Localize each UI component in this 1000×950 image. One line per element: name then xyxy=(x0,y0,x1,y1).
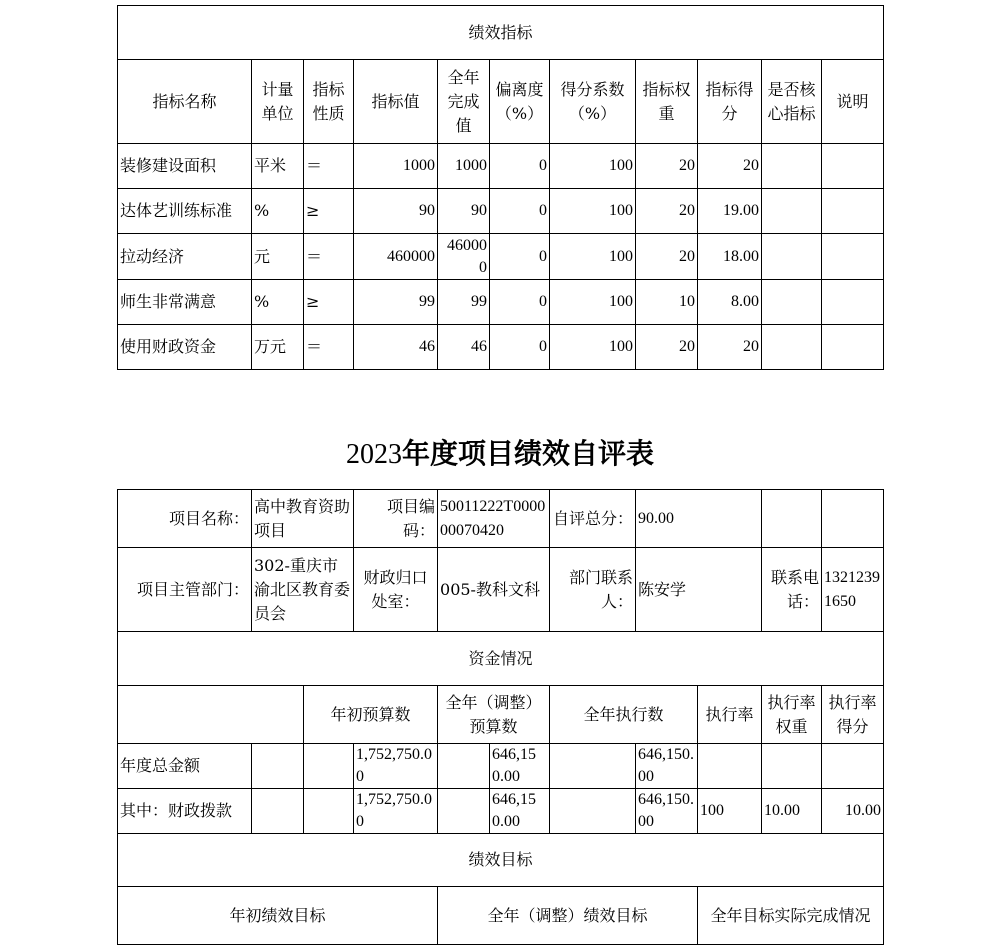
title-text: 年度项目绩效自评表 xyxy=(401,437,654,470)
finance-office: 005-教科文科 xyxy=(438,548,550,632)
indicator-nature: ＝ xyxy=(304,144,354,189)
col-actual-value: 全年完成值 xyxy=(438,60,490,144)
col-note: 说明 xyxy=(822,60,884,144)
self-evaluation-table xyxy=(117,489,884,945)
indicator-target: 90 xyxy=(354,189,438,234)
funds-header: 资金情况 xyxy=(118,632,884,686)
indicator-nature: ＝ xyxy=(304,325,354,370)
project-code-label: 项目编码： xyxy=(354,490,438,548)
col-unit: 计量单位 xyxy=(252,60,304,144)
indicator-name: 使用财政资金 xyxy=(118,325,252,370)
indicator-unit: 平米 xyxy=(252,144,304,189)
finance-office-label: 财政归口处室： xyxy=(354,548,438,632)
phone: 13212391650 xyxy=(822,548,884,632)
col-executed: 全年执行数 xyxy=(550,686,698,744)
indicator-weight: 20 xyxy=(636,234,698,280)
col-weight: 指标权重 xyxy=(636,60,698,144)
funds-initial: 1,752,750.00 xyxy=(354,744,438,789)
indicator-actual: 46 xyxy=(438,325,490,370)
page-title xyxy=(0,432,1000,477)
indicator-score: 8.00 xyxy=(698,280,762,325)
funds-rate-weight: 10.00 xyxy=(762,789,822,834)
col-actual-goal: 全年目标实际完成情况 xyxy=(698,887,884,945)
indicator-unit: 元 xyxy=(252,234,304,280)
funds-executed: 646,150.00 xyxy=(636,789,698,834)
empty-cell xyxy=(550,744,636,789)
empty-cell xyxy=(438,789,490,834)
indicator-deviation: 0 xyxy=(490,144,550,189)
table-row xyxy=(118,189,884,234)
indicator-deviation: 0 xyxy=(490,280,550,325)
table-row xyxy=(118,325,884,370)
indicator-nature: ≥ xyxy=(304,189,354,234)
empty-cell xyxy=(118,686,304,744)
indicator-core xyxy=(762,325,822,370)
self-score-label: 自评总分： xyxy=(550,490,636,548)
indicator-note xyxy=(822,280,884,325)
indicator-weight: 10 xyxy=(636,280,698,325)
col-initial-goal: 年初绩效目标 xyxy=(118,887,438,945)
col-adjusted-budget: 全年（调整）预算数 xyxy=(438,686,550,744)
indicator-target: 46 xyxy=(354,325,438,370)
indicator-score: 20 xyxy=(698,144,762,189)
indicator-core xyxy=(762,234,822,280)
empty-cell xyxy=(252,744,304,789)
indicator-weight: 20 xyxy=(636,325,698,370)
indicator-score: 19.00 xyxy=(698,189,762,234)
empty-cell xyxy=(304,744,354,789)
indicator-note xyxy=(822,325,884,370)
indicator-unit: % xyxy=(252,189,304,234)
col-score: 指标得分 xyxy=(698,60,762,144)
indicator-deviation: 0 xyxy=(490,189,550,234)
empty-cell xyxy=(822,490,884,548)
funds-adjusted: 646,150.00 xyxy=(490,789,550,834)
funds-rate: 100 xyxy=(698,789,762,834)
indicator-score: 18.00 xyxy=(698,234,762,280)
contact: 陈安学 xyxy=(636,548,762,632)
empty-cell xyxy=(438,744,490,789)
indicator-coef: 100 xyxy=(550,144,636,189)
indicator-core xyxy=(762,144,822,189)
performance-indicators-table xyxy=(117,5,884,370)
indicator-note xyxy=(822,144,884,189)
col-is-core: 是否核心指标 xyxy=(762,60,822,144)
col-exec-rate: 执行率 xyxy=(698,686,762,744)
indicator-core xyxy=(762,189,822,234)
col-target-value: 指标值 xyxy=(354,60,438,144)
indicator-target: 99 xyxy=(354,280,438,325)
project-code: 50011222T000000070420 xyxy=(438,490,550,548)
phone-label: 联系电话： xyxy=(762,548,822,632)
funds-adjusted: 646,150.00 xyxy=(490,744,550,789)
indicator-actual: 1000 xyxy=(438,144,490,189)
indicator-target: 460000 xyxy=(354,234,438,280)
funds-rate xyxy=(698,744,762,789)
funds-row-label: 其中：财政拨款 xyxy=(118,789,252,834)
indicator-core xyxy=(762,280,822,325)
col-initial-budget: 年初预算数 xyxy=(304,686,438,744)
funds-rate-weight xyxy=(762,744,822,789)
indicator-actual: 460000 xyxy=(438,234,490,280)
indicator-nature: ≥ xyxy=(304,280,354,325)
title-year: 2023 xyxy=(345,439,402,470)
indicator-name: 师生非常满意 xyxy=(118,280,252,325)
dept: 302-重庆市渝北区教育委员会 xyxy=(252,548,354,632)
indicator-actual: 99 xyxy=(438,280,490,325)
table-row xyxy=(118,234,884,280)
contact-label: 部门联系人： xyxy=(550,548,636,632)
table-row xyxy=(118,789,884,834)
funds-executed: 646,150.00 xyxy=(636,744,698,789)
indicator-weight: 20 xyxy=(636,144,698,189)
dept-label: 项目主管部门： xyxy=(118,548,252,632)
indicator-name: 装修建设面积 xyxy=(118,144,252,189)
indicator-note xyxy=(822,234,884,280)
funds-row-label: 年度总金额 xyxy=(118,744,252,789)
indicator-coef: 100 xyxy=(550,189,636,234)
indicator-score: 20 xyxy=(698,325,762,370)
indicator-note xyxy=(822,189,884,234)
indicator-deviation: 0 xyxy=(490,234,550,280)
project-name-label: 项目名称： xyxy=(118,490,252,548)
indicator-target: 1000 xyxy=(354,144,438,189)
indicator-actual: 90 xyxy=(438,189,490,234)
self-score: 90.00 xyxy=(636,490,762,548)
goals-header: 绩效目标 xyxy=(118,834,884,887)
col-adjusted-goal: 全年（调整）绩效目标 xyxy=(438,887,698,945)
empty-cell xyxy=(550,789,636,834)
indicator-unit: 万元 xyxy=(252,325,304,370)
indicator-name: 拉动经济 xyxy=(118,234,252,280)
table-row xyxy=(118,280,884,325)
table-row xyxy=(118,144,884,189)
indicators-header: 绩效指标 xyxy=(118,6,884,60)
indicator-coef: 100 xyxy=(550,280,636,325)
funds-rate-score: 10.00 xyxy=(822,789,884,834)
table-row xyxy=(118,744,884,789)
indicator-nature: ＝ xyxy=(304,234,354,280)
funds-initial: 1,752,750.00 xyxy=(354,789,438,834)
indicator-weight: 20 xyxy=(636,189,698,234)
indicator-unit: % xyxy=(252,280,304,325)
col-score-coef: 得分系数（%） xyxy=(550,60,636,144)
col-deviation: 偏离度（%） xyxy=(490,60,550,144)
col-nature: 指标性质 xyxy=(304,60,354,144)
empty-cell xyxy=(762,490,822,548)
empty-cell xyxy=(304,789,354,834)
indicator-deviation: 0 xyxy=(490,325,550,370)
col-rate-weight: 执行率权重 xyxy=(762,686,822,744)
col-rate-score: 执行率得分 xyxy=(822,686,884,744)
empty-cell xyxy=(252,789,304,834)
col-indicator-name: 指标名称 xyxy=(118,60,252,144)
indicator-coef: 100 xyxy=(550,234,636,280)
indicator-coef: 100 xyxy=(550,325,636,370)
indicator-name: 达体艺训练标准 xyxy=(118,189,252,234)
project-name: 高中教育资助项目 xyxy=(252,490,354,548)
funds-rate-score xyxy=(822,744,884,789)
